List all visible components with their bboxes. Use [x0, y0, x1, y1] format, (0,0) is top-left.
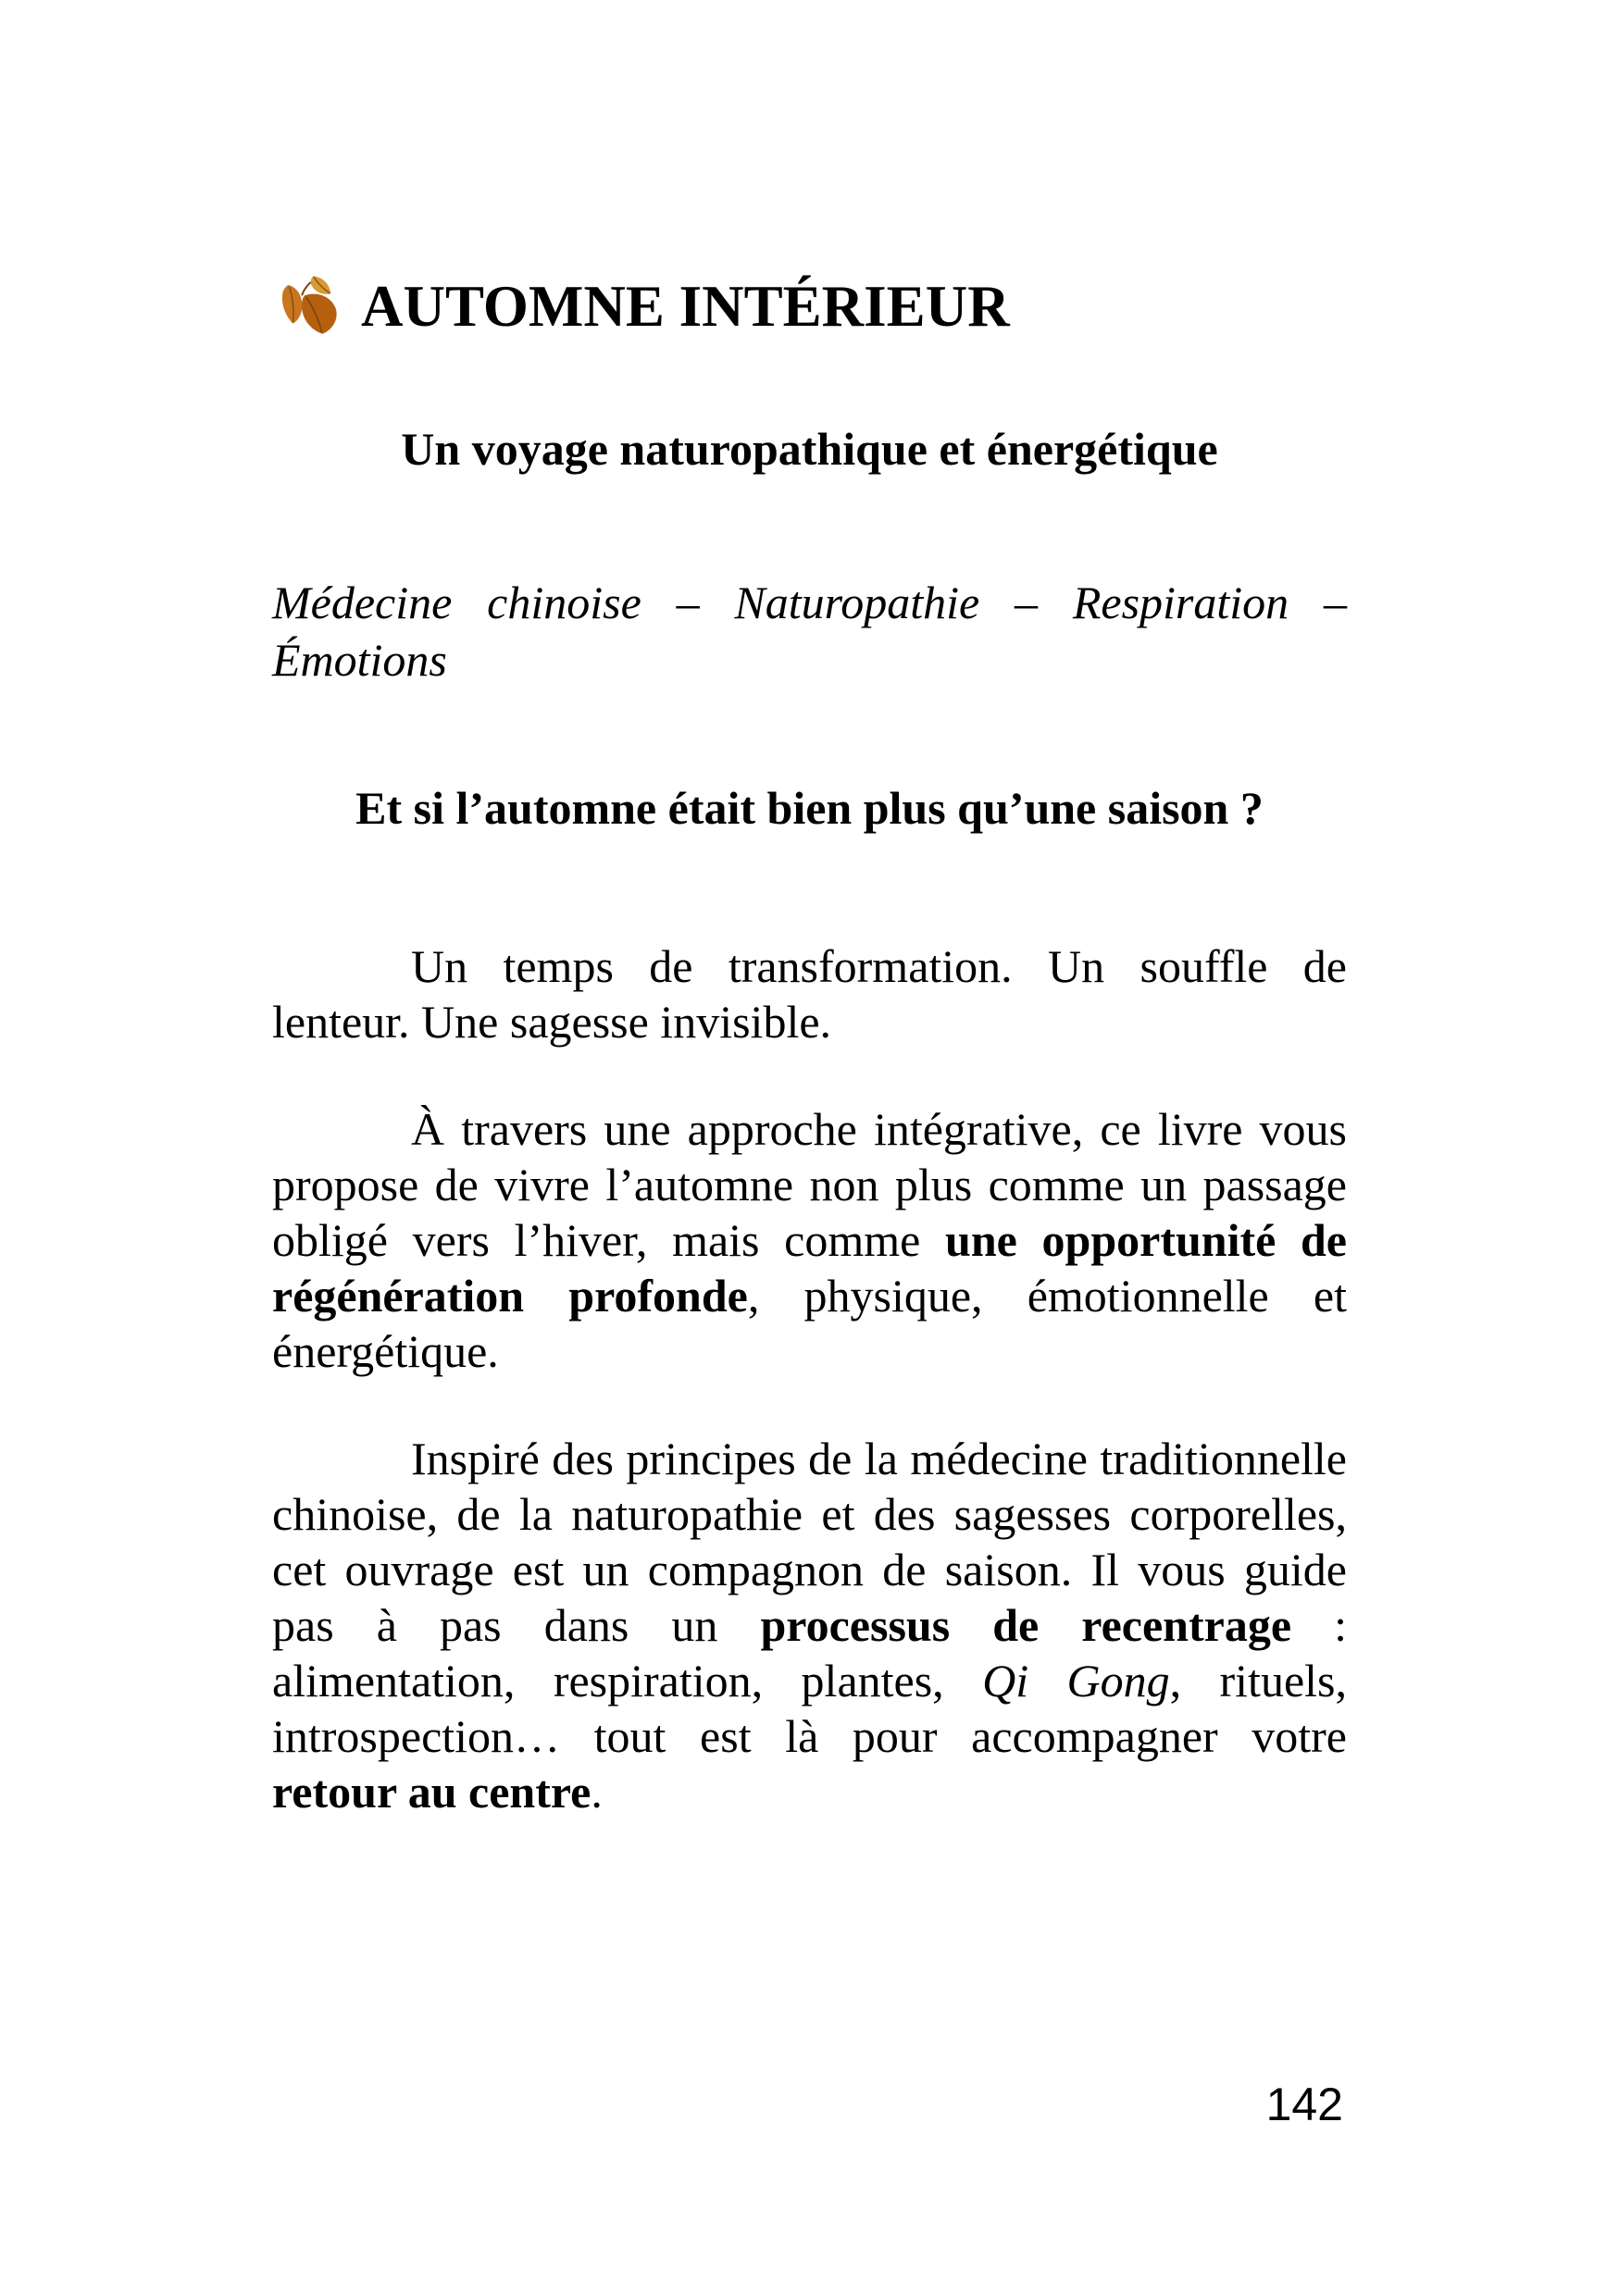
- keywords-line-1: Médecine chinoise – Naturopathie – Respiration –: [272, 577, 1347, 628]
- page-title: [272, 270, 1347, 344]
- text-run: , rituels, introspection… tout est là pour accompagner votre: [272, 1655, 1347, 1762]
- section-question: Et si l’automne était bien plus qu’une saison ?: [355, 782, 1264, 834]
- text-run: retour au centre: [272, 1766, 592, 1818]
- text-run: Qi Gong: [982, 1655, 1170, 1706]
- paragraph-3: [272, 1431, 1347, 1819]
- text-run: À travers une approche intégrative, ce livre vous propose de vivre l’automne non plus comme un passage obligé vers l’hiver, mais comme: [272, 1103, 1347, 1266]
- page-number: 142: [1265, 2079, 1343, 2130]
- paragraph-1: [272, 938, 1347, 1049]
- text-run: Un temps de transformation. Un souffle de lenteur. Une sagesse invisible.: [272, 940, 1347, 1048]
- text-run: .: [591, 1766, 603, 1818]
- text-run: processus de recentrage: [760, 1599, 1292, 1651]
- paragraph-2: [272, 1101, 1347, 1379]
- keywords-line-2: Émotions: [272, 634, 447, 686]
- page-title-text: AUTOMNE INTÉRIEUR: [361, 274, 1010, 340]
- text-run: Inspiré des principes de la médecine traditionnelle chinoise, de la naturopathie et des sagesses corporelles, cet ouvrage est un compagnon de saison. Il vous guide pas à pas dans un: [272, 1433, 1347, 1651]
- text-run: , physique, émotionnelle et énergétique.: [272, 1270, 1347, 1377]
- leaf-left: [282, 285, 302, 324]
- text-run: : alimentation, respiration, plantes,: [272, 1599, 1347, 1706]
- text-run: une opportunité de régénération profonde: [272, 1214, 1347, 1322]
- keywords-line: [272, 574, 1347, 689]
- fallen-leaves-icon: [272, 270, 346, 344]
- leaf-right: [302, 294, 337, 334]
- leaf-stem: [302, 282, 311, 295]
- subtitle: Un voyage naturopathique et énergétique: [401, 423, 1218, 475]
